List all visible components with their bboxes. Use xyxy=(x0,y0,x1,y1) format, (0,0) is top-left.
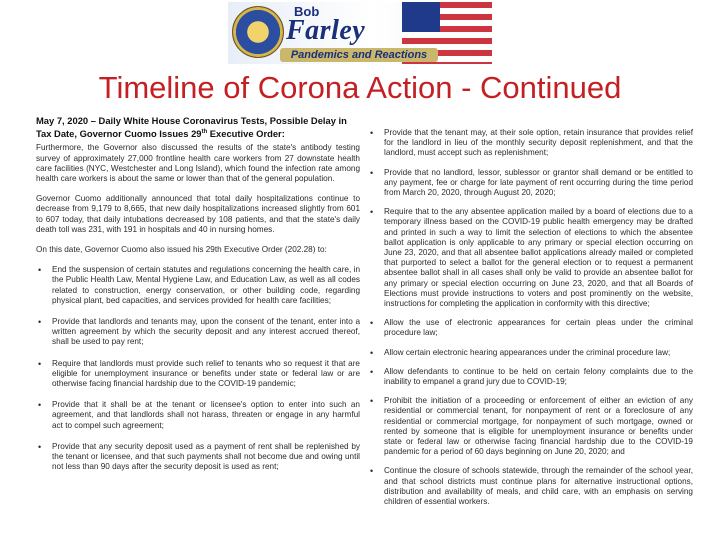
left-bullet-list xyxy=(36,265,360,472)
list-item: • Provide that the tenant may, at their sole option, retain insurance that provides relief for the landlord in lieu of the monthly security deposit replenishment, and that the landlord, must accept such as replenishment; xyxy=(368,128,693,159)
brand-subtitle: Pandemics and Reactions xyxy=(280,48,438,62)
paragraph-hospitalizations: Governor Cuomo additionally announced that total daily hospitalizations continue to decrease from 9,179 to 8,665, that new daily hospitalizations increased slightly from 601 to 607 today, that daily intubations decreased by 108 patients, and that the state's daily death toll was 231, with 191 in hospitals and 40 in nursing homes. xyxy=(36,194,360,234)
list-item: • Provide that no landlord, lessor, sublessor or grantor shall demand or be entitled to any payment, fee or charge for late payment of rent occurring during the time period from March 20, 2020, through August 20, 2020; xyxy=(368,168,693,199)
page-title: Timeline of Corona Action - Continued xyxy=(98,70,622,105)
right-column xyxy=(368,128,693,516)
list-item: • Allow defendants to continue to be held on certain felony complaints due to the inability to empanel a grand jury due to COVID-19; xyxy=(368,367,693,387)
brand-first-name: Bob xyxy=(294,4,320,19)
right-bullet-list xyxy=(368,128,693,507)
section-heading: May 7, 2020 – Daily White House Coronavirus Tests, Possible Delay in Tax Date, Governor Cuomo Issues 29th Executive Order: xyxy=(36,115,347,139)
list-item: • Allow the use of electronic appearances for certain pleas under the criminal procedure law; xyxy=(368,318,693,338)
list-item: • Allow certain electronic hearing appearances under the criminal procedure law; xyxy=(368,348,693,358)
left-column xyxy=(36,115,360,483)
list-item: • Prohibit the initiation of a proceeding or enforcement of either an eviction of any residential or commercial tenant, for nonpayment of rent or a foreclosure of any residential or commercial mortgage, for nonpayment of such mortgage, owned or rented by someone that is eligible for unemployment insurance or benefits under state or federal law or otherwise facing financial hardship due to the COVID-19 pandemic for a period of 60 days beginning on June 20, 2020; and xyxy=(368,396,693,457)
flag-canton xyxy=(402,2,440,32)
list-item: • Provide that landlords and tenants may, upon the consent of the tenant, enter into a written agreement by which the security deposit and any interest accrued thereof, shall be used to pay rent; xyxy=(36,317,360,348)
list-item: • Require that to the any absentee application mailed by a board of elections due to a temporary illness based on the COVID-19 public health emergency may be drafted and printed in such a way to limit the selection of elections to which the absentee ballot application is only applicable to any primary or special election occurring on June 23, 2020, and that all absentee ballot applications already mailed or completed that purported to select a ballot for the general election or to request a permanent absentee ballot shall in all cases shall only be valid to provide an absentee ballot for any primary or special election occurring on June 23, 2020, and that all Boards of Elections must provide instructions to voters and post prominently on the website, instructions for completing the application in conformity with this directive; xyxy=(368,207,693,309)
paragraph-executive-order: On this date, Governor Cuomo also issued his 29th Executive Order (202.28) to: xyxy=(36,244,327,254)
paragraph-antibody: Furthermore, the Governor also discussed the results of the state's antibody testing survey of approximately 27,000 frontline health care workers from 27 downstate health care facilities (NYC, Westchester and Long Island), which found the infection rate among health care workers is about the same or lower than that of the general population. xyxy=(36,143,360,183)
header-banner xyxy=(228,2,492,64)
list-item: • Require that landlords must provide such relief to tenants who so request it that are eligible for unemployment insurance or benefits under state or federal law or are otherwise facing financial hardship due to the COVID-19 pandemic; xyxy=(36,359,360,390)
list-item: • Provide that any security deposit used as a payment of rent shall be replenished by the tenant or licensee, and that such payments shall not become due and owing until not less than 90 days after the security deposit is used as rent; xyxy=(36,442,360,473)
state-seal-icon xyxy=(232,6,284,58)
list-item: • End the suspension of certain statutes and regulations concerning the health care, in the Public Health Law, Mental Hygiene Law, and Education Law, as well as all codes related to construction, energy conservation, or other building code, regarding physical plant, bed capacities, and services provided for health care facilities; xyxy=(36,265,360,306)
list-item: • Provide that it shall be at the tenant or licensee's option to enter into such an agreement, and that landlords shall not harass, threaten or engage in any harmful act to compel such agreement; xyxy=(36,400,360,431)
brand-last-name: Farley xyxy=(286,15,366,46)
list-item: • Continue the closure of schools statewide, through the remainder of the school year, and that school districts must continue plans for alternative instructional options, distribution and availability of meals, and child care, with an emphasis on serving children of essential workers. xyxy=(368,466,693,507)
